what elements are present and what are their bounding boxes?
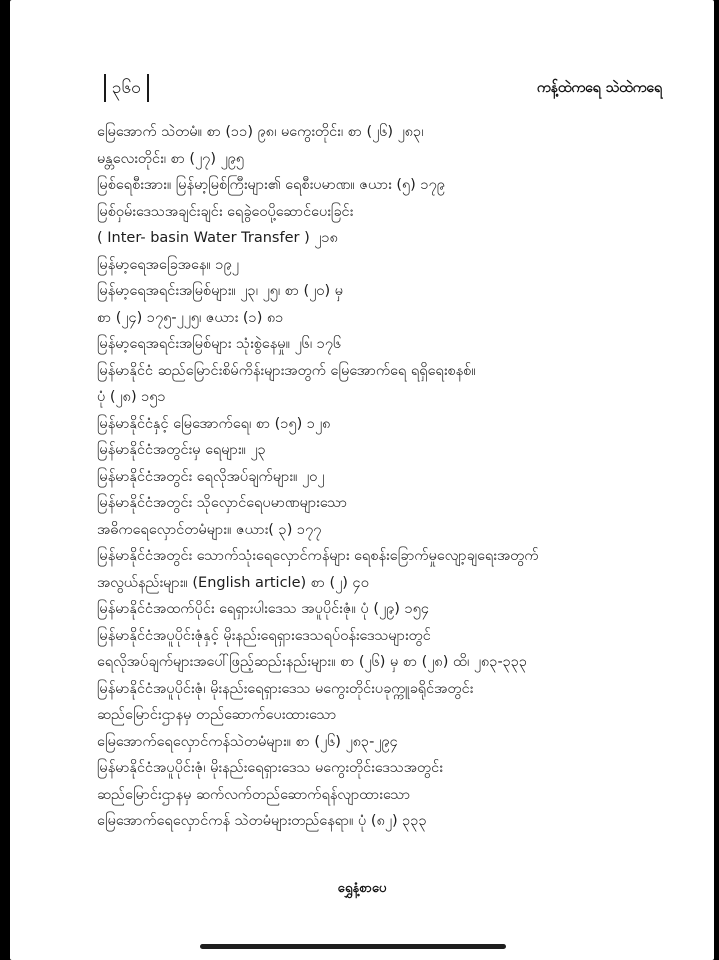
index-entry-line: မြန်မာနိုင်ငံ ဆည်မြောင်းစိမ်ကိန်းများအတွက် မြေအောက်ရေ ရရှိရေးစနစ်။ xyxy=(97,362,476,379)
index-entry-line: မြန်မာနိုင်ငံအတွင်း သောက်သုံးရေလှောင်ကန်များ ရေစန်းခြောက်မှုလျော့ချရေးအတွက် xyxy=(97,548,539,564)
index-entry-line: မြန်မာ့ရေအရင်းအမြစ်များ သုံးစွဲနေမှု။ ၂၆၊ ၁၇၆ xyxy=(97,336,342,352)
index-entry-line: မြေအောက်ရေလှောင်ကန် သဲတမံများတည်နေရာ။ ပုံ (၈၂) ၃၃၃ xyxy=(97,813,427,829)
publisher-footer: ရွှေနံ့စာပေ xyxy=(337,881,387,896)
index-entry-line: မြန်မာနိုင်ငံအတွင်းမှ ရေများ။ ၂၃ xyxy=(97,442,266,458)
index-entry-line: မန္တလေးတိုင်း၊ စာ (၂၇) ၂၉၅ xyxy=(97,150,245,167)
index-entry-line: မြန်မာ့ရေအခြေအနေ။ ၁၉၂ xyxy=(97,256,239,273)
home-indicator-bar[interactable] xyxy=(200,944,506,949)
index-entry-line: အဓိကရေလှောင်တမံများ။ ဇယား( ၃) ၁၇၇ xyxy=(97,521,322,538)
index-entry-line: မြန်မာနိုင်ငံအတွင်း ရေလိုအပ်ချက်များ။ ၂၀၂ xyxy=(97,468,325,485)
book-page xyxy=(10,0,714,960)
page-number-header xyxy=(98,74,155,102)
page-number: ၃၆၀ xyxy=(112,78,141,98)
index-entry-line: မြန်မာနိုင်ငံအပူပိုင်းဇုံနှင့် မိုးနည်းရေရှားဒေသရပ်ဝန်းဒေသများတွင် xyxy=(97,627,431,644)
index-entry-line: မြန်မာနိုင်ငံအထက်ပိုင်း ရေရှားပါးဒေသ အပူပိုင်းဇုံ။ ပုံ (၂၉) ၁၅၄ xyxy=(97,601,430,617)
index-entry-line: မြန်မာ့ရေအရင်းအမြစ်များ။ ၂၃၊ ၂၅၊ စာ (၂၀) မှ xyxy=(97,283,344,299)
index-entry-line: မြေအောက် သဲတမံ။ စာ (၁၁) ၉၈၊ မကွေးတိုင်း၊ စာ (၂၆) ၂၈၃၊ xyxy=(97,124,424,140)
index-entry-line: ဆည်မြောင်းဌာနမှ ဆက်လက်တည်ဆောက်ရန်လျာထားသော xyxy=(97,786,411,803)
index-entry-line: ပုံ (၂၈) ၁၅၁ xyxy=(97,389,166,405)
index-entry-line: မြစ်ရေစီးအား။ မြန်မာ့မြစ်ကြီးများ၏ ရေစီးပမာဏ။ ဇယား (၅) ၁၇၉ xyxy=(97,177,445,193)
right-bar-divider xyxy=(147,74,149,102)
index-entry-line: စာ (၂၄) ၁၇၅-၂၂၅၊ ဇယား (၁) ၈၁ xyxy=(97,309,284,326)
index-entry-line: မြေအောက်ရေလှောင်ကန်သဲတမံများ။ စာ (၂၆) ၂၈၃-၂၉၄ xyxy=(97,733,398,750)
index-entry-line: အလွယ်နည်းများ။ (English article) စာ (၂) ၄၀ xyxy=(97,574,369,591)
index-entry-line: မြန်မာနိုင်ငံအပူပိုင်းဇုံ၊ မိုးနည်းရေရှားဒေသ မကွေးတိုင်းဒေသအတွင်း xyxy=(97,760,443,776)
index-entry-line: ( Inter- basin Water Transfer ) ၂၁၈ xyxy=(97,230,338,246)
index-entry-line: မြန်မာနိုင်ငံအပူပိုင်းဇုံ၊ မိုးနည်းရေရှားဒေသ မကွေးတိုင်းပခုက္ကူခရိုင်အတွင်း xyxy=(97,680,474,697)
index-entry-line: မြစ်ဝှမ်းဒေသအချင်းချင်း ရေခွဲဝေပို့ဆောင်ပေးခြင်း xyxy=(97,203,354,220)
index-entry-line: ဆည်မြောင်းဌာနမှ တည်ဆောက်ပေးထားသော xyxy=(97,707,337,723)
left-bar-divider xyxy=(104,74,106,102)
index-entry-line: မြန်မာနိုင်ငံအတွင်း သိုလှောင်ရေပမာဏများသော xyxy=(97,495,348,511)
index-entry-line: ရေလိုအပ်ချက်များအပေါ်ဖြည့်ဆည်းနည်းများ။ စာ (၂၆) မှ စာ (၂၈) ထိ၊ ၂၈၃-၃၃၃ xyxy=(97,654,528,670)
index-entry-line: မြန်မာနိုင်ငံနှင့် မြေအောက်ရေ၊ စာ (၁၅) ၁၂၈ xyxy=(97,415,331,432)
index-entry-list xyxy=(97,119,667,835)
running-title: ကန့်ထဲကရေ သဲထဲကရေ xyxy=(536,80,662,96)
